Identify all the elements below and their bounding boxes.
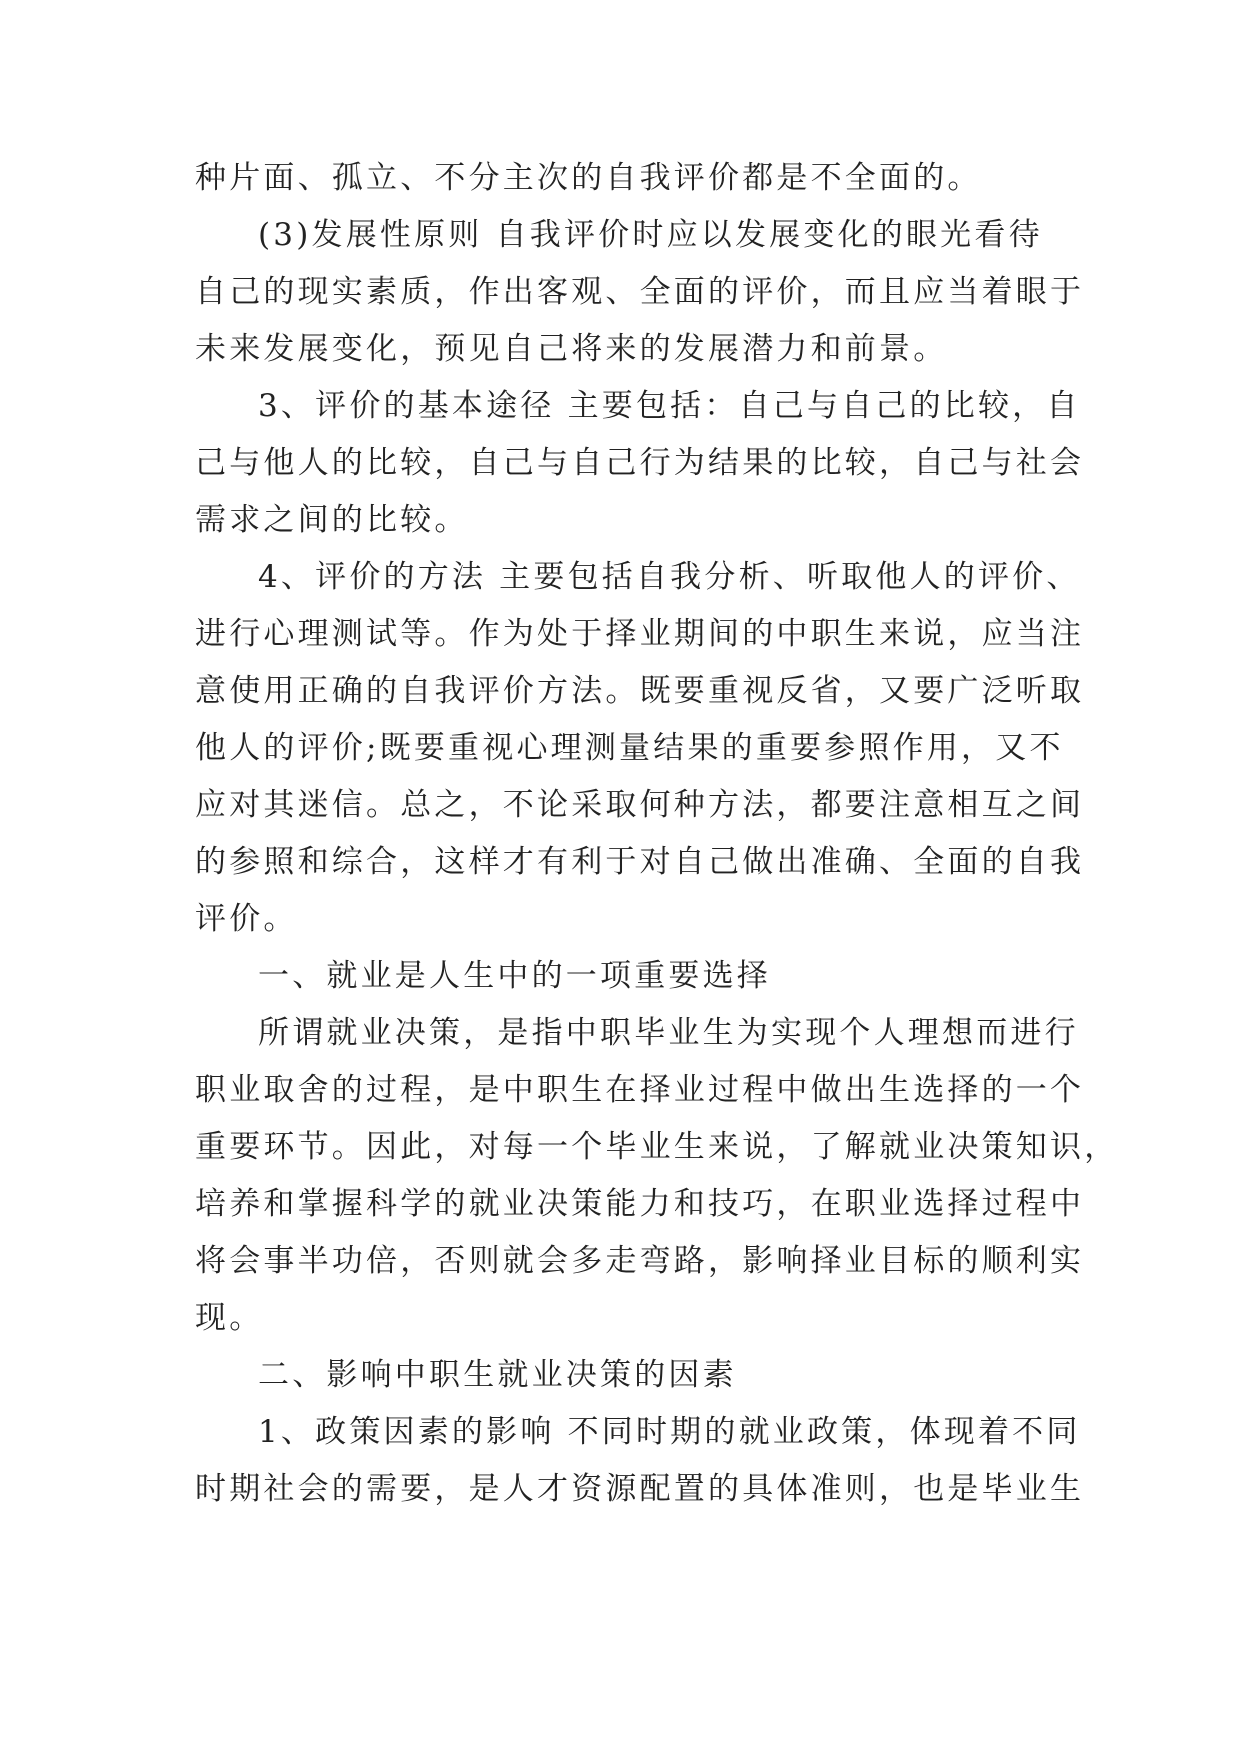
text-line: 所谓就业决策，是指中职毕业生为实现个人理想而进行 [258, 1015, 1079, 1051]
text-line: 的参照和综合，这样才有利于对自己做出准确、全面的自我 [195, 844, 1085, 880]
text-line: 未来发展变化，预见自己将来的发展潜力和前景。 [195, 331, 948, 367]
section-heading: 一、就业是人生中的一项重要选择 [258, 958, 771, 994]
text-line: 种片面、孤立、不分主次的自我评价都是不全面的。 [195, 160, 982, 196]
text-line: 需求之间的比较。 [195, 502, 469, 538]
text-line: 重要环节。因此，对每一个毕业生来说，了解就业决策知识， [195, 1129, 1119, 1165]
text-line: (3)发展性原则 自我评价时应以发展变化的眼光看待 [258, 217, 1043, 253]
section-heading: 二、影响中职生就业决策的因素 [258, 1357, 737, 1393]
text-line: 培养和掌握科学的就业决策能力和技巧，在职业选择过程中 [195, 1186, 1085, 1222]
text-line: 他人的评价;既要重视心理测量结果的重要参照作用，又不 [195, 730, 1064, 766]
text-line: 自己的现实素质，作出客观、全面的评价，而且应当着眼于 [195, 274, 1085, 310]
text-line: 己与他人的比较，自己与自己行为结果的比较，自己与社会 [195, 445, 1085, 481]
text-line: 意使用正确的自我评价方法。既要重视反省，又要广泛听取 [195, 673, 1085, 709]
text-line: 评价。 [195, 901, 298, 937]
text-line: 4、评价的方法 主要包括自我分析、听取他人的评价、 [258, 559, 1081, 595]
text-line: 将会事半功倍，否则就会多走弯路，影响择业目标的顺利实 [195, 1243, 1085, 1279]
text-line: 现。 [195, 1300, 264, 1336]
text-line: 1、政策因素的影响 不同时期的就业政策，体现着不同 [258, 1414, 1081, 1450]
text-line: 进行心理测试等。作为处于择业期间的中职生来说，应当注 [195, 616, 1085, 652]
text-line: 3、评价的基本途径 主要包括：自己与自己的比较，自 [258, 388, 1081, 424]
text-line: 职业取舍的过程，是中职生在择业过程中做出生选择的一个 [195, 1072, 1085, 1108]
text-line: 时期社会的需要，是人才资源配置的具体准则，也是毕业生 [195, 1471, 1085, 1507]
text-line: 应对其迷信。总之，不论采取何种方法，都要注意相互之间 [195, 787, 1085, 823]
